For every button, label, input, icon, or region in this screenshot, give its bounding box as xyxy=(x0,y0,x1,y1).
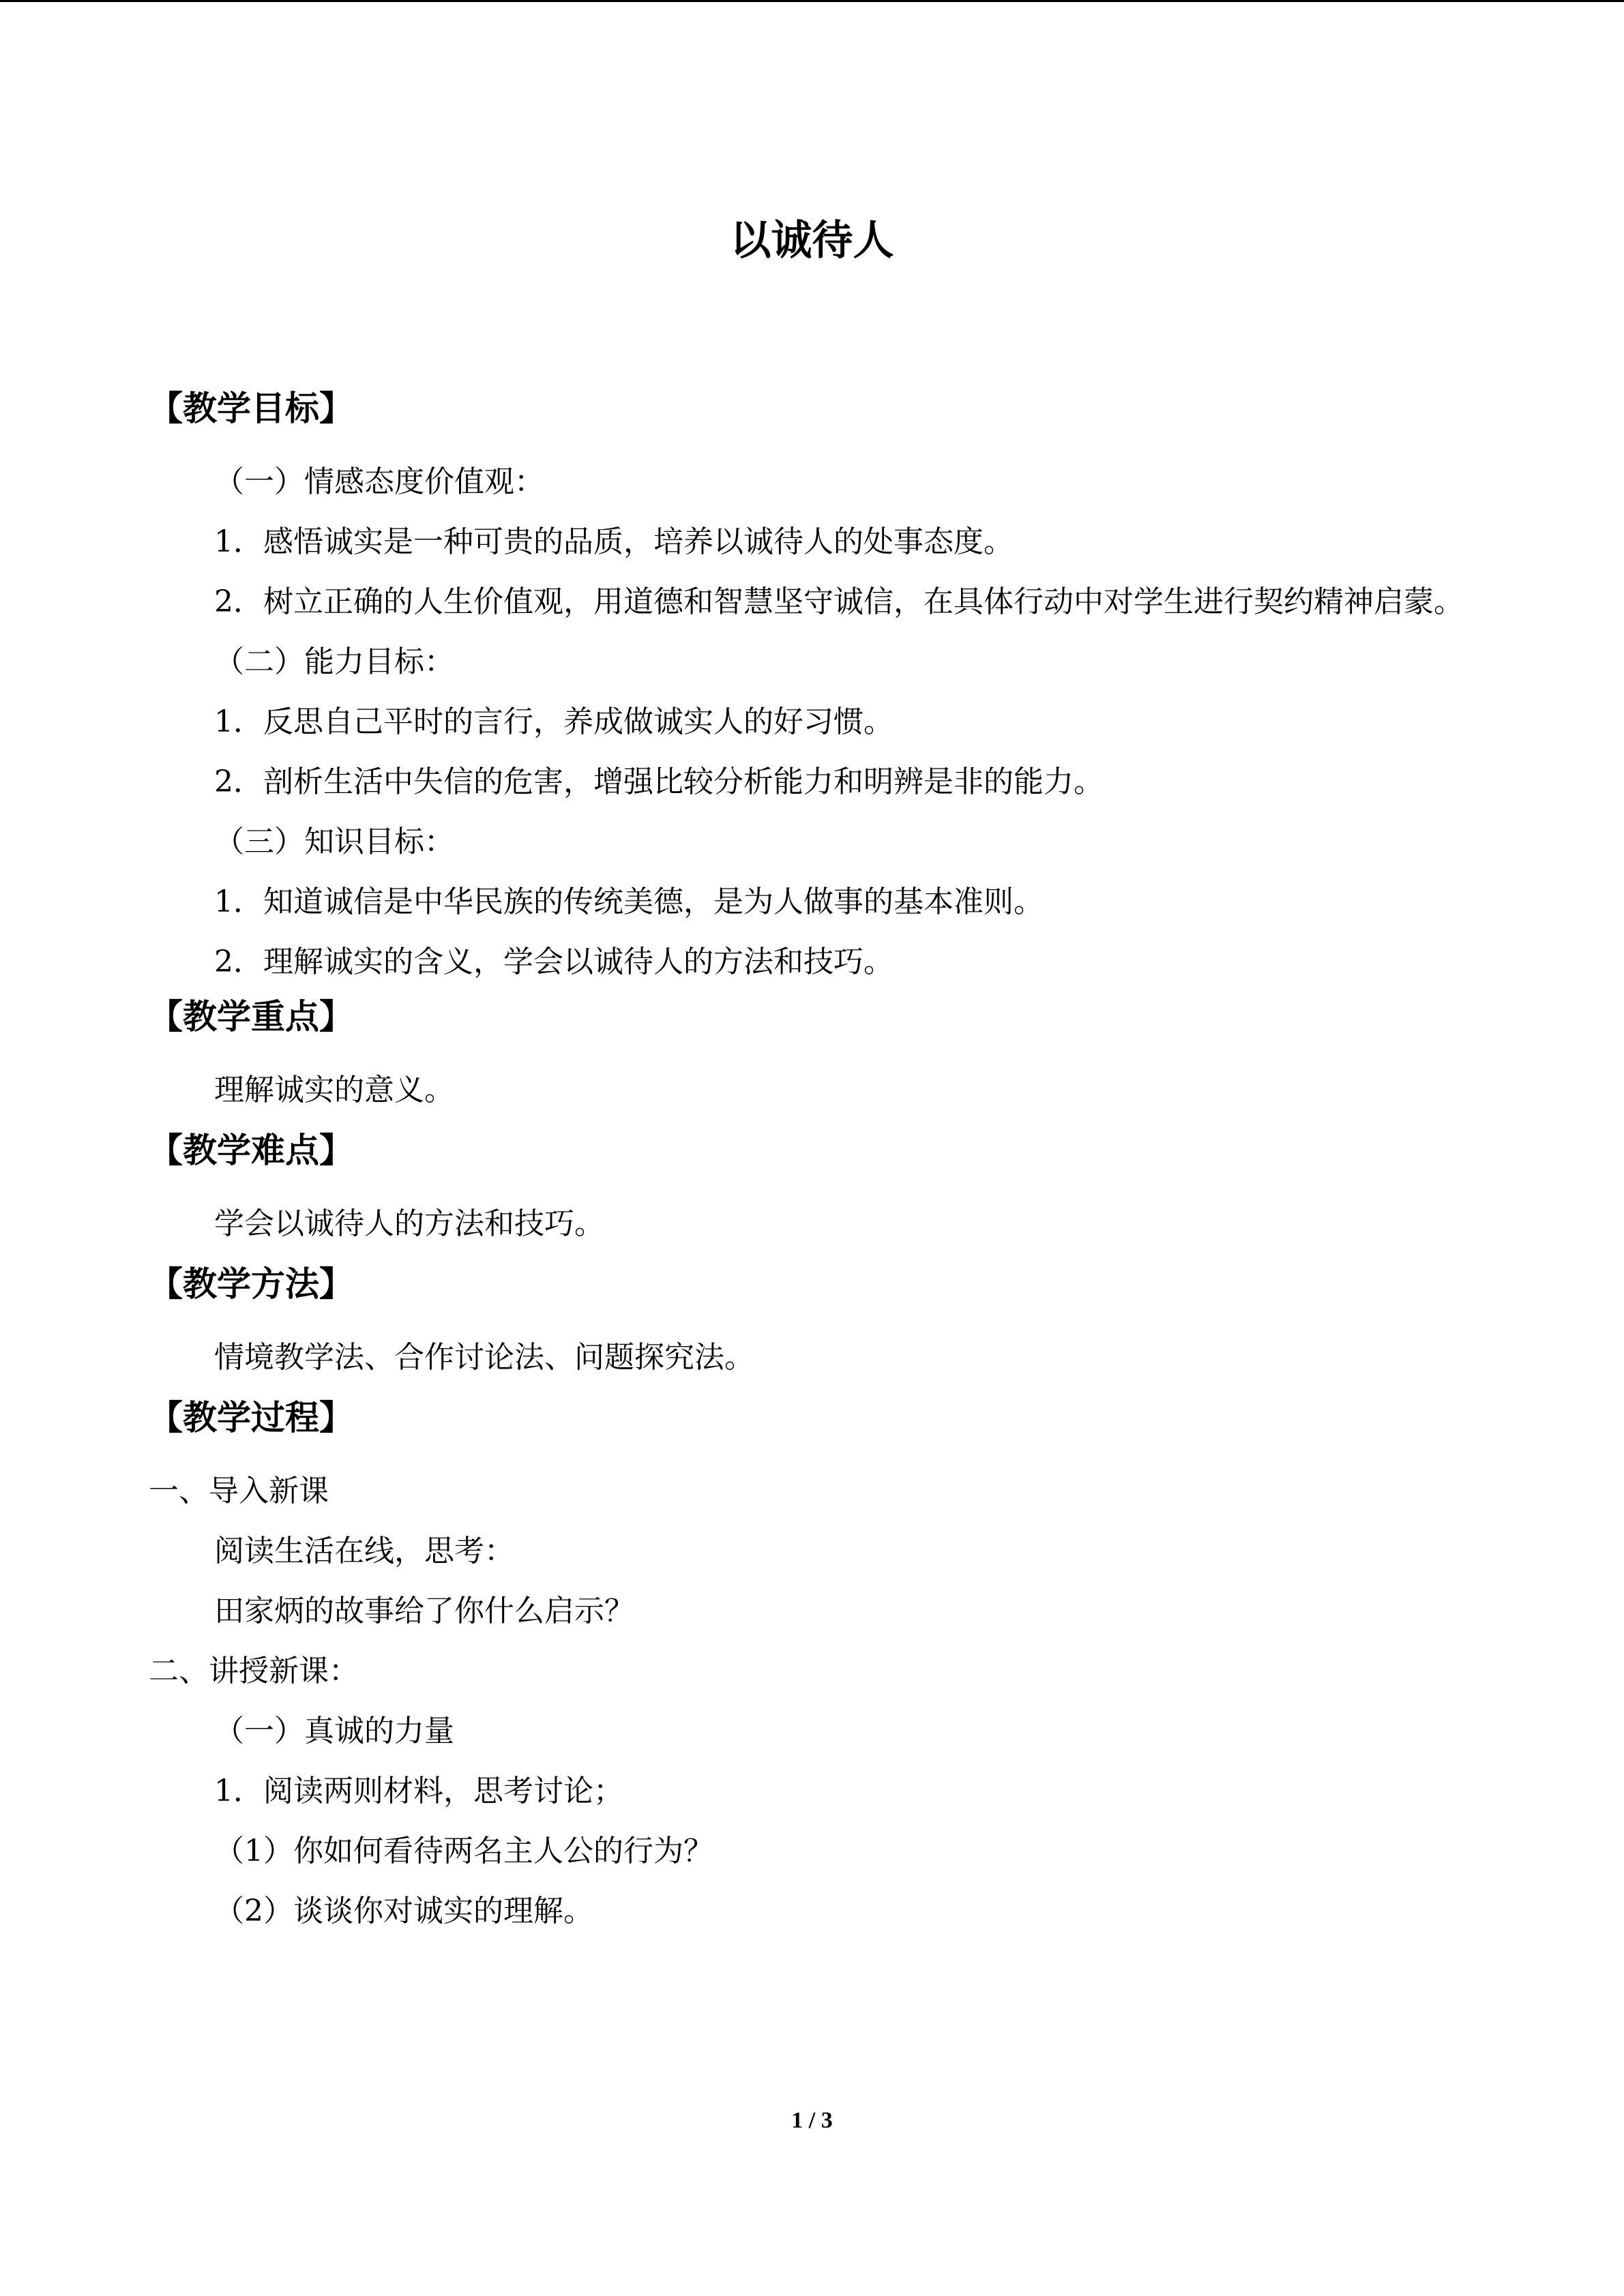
difficulty-text: 学会以诚待人的方法和技巧。 xyxy=(214,1206,604,1241)
key-point-text: 理解诚实的意义。 xyxy=(214,1073,454,1107)
document-title: 以诚待人 xyxy=(730,217,894,265)
goal-emotion-title: （一）情感态度价值观： xyxy=(214,464,544,499)
goal-emotion-item-2: 2．树立正确的人生价值观，用道德和智慧坚守诚信，在具体行动中对学生进行契约精神启蒙。 xyxy=(214,584,1464,619)
process-part2-item-1: 1．阅读两则材料，思考讨论； xyxy=(214,1774,623,1808)
process-part2-subtitle: （一）真诚的力量 xyxy=(214,1714,454,1748)
process-part1-title: 一、导入新课 xyxy=(149,1474,329,1508)
goal-knowledge-item-2: 2．理解诚实的含义，学会以诚待人的方法和技巧。 xyxy=(214,944,894,979)
goal-ability-item-2: 2．剖析生活中失信的危害，增强比较分析能力和明辨是非的能力。 xyxy=(214,764,1104,799)
heading-difficulty: 【教学难点】 xyxy=(149,1131,353,1170)
goal-knowledge-item-1: 1．知道诚信是中华民族的传统美德，是为人做事的基本准则。 xyxy=(214,884,1044,919)
process-part1-line-1: 阅读生活在线，思考： xyxy=(214,1534,514,1568)
process-part2-title: 二、讲授新课： xyxy=(149,1654,359,1688)
heading-key-point: 【教学重点】 xyxy=(149,997,353,1037)
process-part2-question-2: （2）谈谈你对诚实的理解。 xyxy=(214,1894,593,1928)
goal-ability-item-1: 1．反思自己平时的言行，养成做诚实人的好习惯。 xyxy=(214,704,894,739)
goal-ability-title: （二）能力目标： xyxy=(214,644,454,679)
process-part1-line-2: 田家炳的故事给了你什么启示？ xyxy=(214,1594,634,1628)
heading-method: 【教学方法】 xyxy=(149,1264,353,1304)
method-text: 情境教学法、合作讨论法、问题探究法。 xyxy=(214,1340,754,1375)
goal-knowledge-title: （三）知识目标： xyxy=(214,824,454,859)
page-number: 1 / 3 xyxy=(791,2108,833,2133)
heading-teaching-goals: 【教学目标】 xyxy=(149,389,353,428)
goal-emotion-item-1: 1．感悟诚实是一种可贵的品质，培养以诚待人的处事态度。 xyxy=(214,524,1014,559)
process-part2-question-1: （1）你如何看待两名主人公的行为？ xyxy=(214,1834,713,1868)
document-body xyxy=(149,384,1479,1941)
heading-process: 【教学过程】 xyxy=(149,1398,353,1437)
